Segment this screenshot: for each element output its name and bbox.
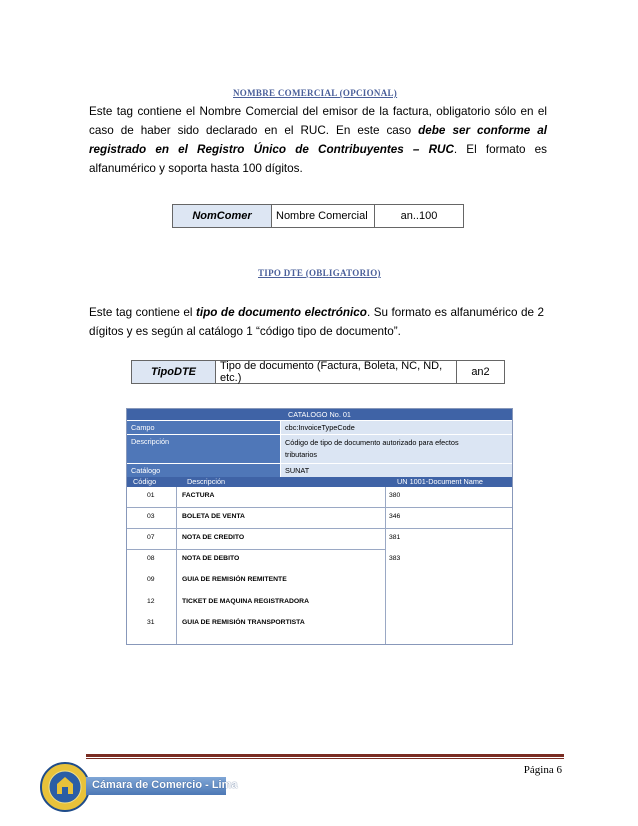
row-desc: BOLETA DE VENTA (182, 513, 245, 520)
paragraph-bold-text: tipo de documento electrónico (196, 306, 367, 319)
row-divider (127, 528, 512, 529)
row-code: 07 (147, 534, 155, 541)
footer-rule (86, 754, 564, 757)
row-divider (127, 507, 512, 508)
column-descripcion: Descripción (187, 477, 226, 486)
catalog-body (127, 487, 512, 644)
catalog-value: SUNAT (280, 464, 512, 477)
tag-name: TipoDTE (132, 361, 216, 383)
tag-description: Nombre Comercial (272, 205, 375, 227)
table-row (127, 552, 512, 565)
row-code: 03 (147, 513, 155, 520)
paragraph-nombre-comercial (89, 102, 547, 178)
column-un: UN 1001-Document Name (397, 477, 483, 486)
section-heading-tipo-dte: TIPO DTE (OBLIGATORIO) (258, 268, 381, 278)
row-divider (127, 549, 386, 550)
row-un: 383 (389, 555, 401, 562)
tag-description: Tipo de documento (Factura, Boleta, NC, ND, etc.) (216, 361, 457, 383)
row-un: 380 (389, 492, 401, 499)
row-code: 12 (147, 598, 155, 605)
table-row (127, 573, 512, 586)
catalog-label: Descripción (127, 435, 280, 463)
footer-rule-thin (86, 758, 564, 759)
paragraph-text: Este tag contiene el (89, 306, 196, 319)
tag-table-nomcomer (172, 204, 464, 228)
page-number: Página 6 (523, 764, 562, 776)
paragraph-text-end: . Su formato es alfanumérico de 2 dígitos y es según al catálogo 1 “código tipo de documento”. (89, 306, 544, 338)
row-desc: GUIA DE REMISIÓN REMITENTE (182, 576, 287, 583)
chamber-seal-icon (40, 762, 90, 812)
paragraph-text-end: . El formato es alfanumérico y soporta hasta 100 dígitos. (89, 143, 547, 175)
tag-format: an2 (471, 366, 490, 378)
section-heading-nombre-comercial: NOMBRE COMERCIAL (OPCIONAL) (233, 88, 398, 98)
paragraph-text: Este tag contiene el Nombre Comercial del emisor de la factura, obligatorio sólo en el caso de haber sido declarado en el RUC. En este caso (89, 105, 547, 137)
tag-name: NomComer (173, 205, 272, 227)
catalog-row-descripcion (127, 434, 512, 463)
catalog-value: cbc:InvoiceTypeCode (280, 421, 512, 434)
table-row (127, 531, 512, 544)
row-code: 31 (147, 619, 155, 626)
row-code: 09 (147, 576, 155, 583)
table-row (127, 489, 512, 502)
catalog-title: CATALOGO No. 01 (127, 409, 512, 420)
row-desc: TICKET DE MAQUINA REGISTRADORA (182, 598, 310, 605)
tag-table-tipodte (131, 360, 505, 384)
table-row (127, 616, 512, 629)
row-desc: FACTURA (182, 492, 215, 499)
row-desc: NOTA DE CREDITO (182, 534, 245, 541)
catalog-value: Código de tipo de documento autorizado para efectos tributarios (280, 435, 512, 463)
paragraph-bold-text: debe ser conforme al registrado en el Registro Único de Contribuyentes – RUC (89, 124, 547, 156)
catalog-label: Catálogo (127, 464, 280, 477)
row-code: 01 (147, 492, 155, 499)
paragraph-tipo-dte (89, 303, 544, 341)
row-desc: NOTA DE DEBITO (182, 555, 240, 562)
catalog-table (126, 408, 513, 645)
row-un: 346 (389, 513, 401, 520)
row-desc: GUIA DE REMISIÓN TRANSPORTISTA (182, 619, 305, 626)
tag-format: an..100 (400, 210, 438, 222)
catalog-label: Campo (127, 421, 280, 434)
row-code: 08 (147, 555, 155, 562)
column-codigo: Código (133, 477, 157, 486)
table-row (127, 595, 512, 608)
brand-name: Cámara de Comercio - Lima (92, 779, 238, 791)
row-un: 381 (389, 534, 401, 541)
catalog-row-campo (127, 420, 512, 434)
catalog-row-catalogo (127, 463, 512, 477)
catalog-column-header (127, 477, 512, 487)
table-row (127, 510, 512, 523)
